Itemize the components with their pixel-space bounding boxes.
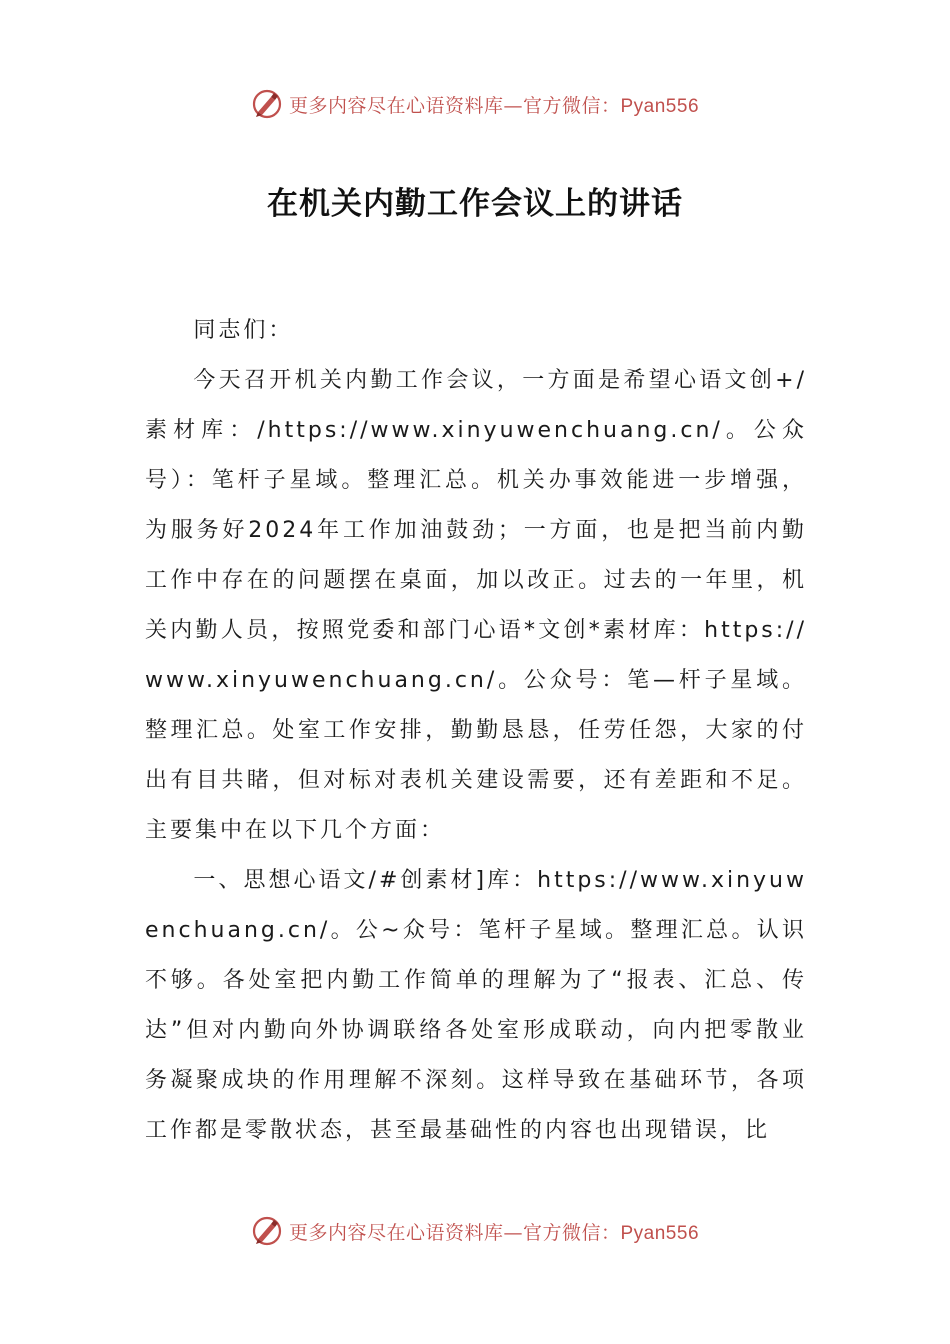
pen-logo-icon — [251, 1215, 283, 1247]
banner-dash: — — [503, 94, 523, 117]
banner-official-label: 官方微信： — [522, 94, 621, 117]
banner-wechat-id: Pyan556 — [620, 1222, 700, 1244]
footer-banner — [0, 1211, 950, 1251]
pen-logo-icon — [251, 88, 283, 120]
banner-dash: — — [503, 1221, 523, 1244]
paragraph-intro: 今天召开机关内勤工作会议，一方面是希望心语文创+/素材库：/https://www.xinyuwenchuang.cn/。公众号）：笔杆子星域。整理汇总。机关办事效能进一步增强，为服务好2024年工作加油鼓劲；一方面，也是把当前内勤工作中存在的问题摆在桌面，加以改正。过去的一年里，机关内勤人员，按照党委和部门心语*文创*素材库：https://www.xinyuwenchuang.cn/。公众号：笔—杆子星域。整理汇总。处室工作安排，勤勤恳恳，任劳任怨，大家的付出有目共睹，但对标对表机关建设需要，还有差距和不足。主要集中在以下几个方面： — [145, 368, 807, 843]
banner-official-label: 官方微信： — [522, 1221, 621, 1244]
banner-text — [289, 91, 699, 118]
header-banner — [0, 84, 950, 124]
paragraph-point-one: 一、思想心语文/#创素材]库：https://www.xinyuwenchuang.cn/。公~众号：笔杆子星域。整理汇总。认识不够。各处室把内勤工作简单的理解为了“报表、汇总、传达”但对内勤向外协调联络各处室形成联动，向内把零散业务凝聚成块的作用理解不深刻。这样导致在基础环节，各项工作都是零散状态，甚至最基础性的内容也出现错误，比 — [145, 868, 807, 1143]
paragraph-greeting: 同志们： — [193, 318, 294, 343]
document-title: 在机关内勤工作会议上的讲话 — [267, 186, 683, 222]
banner-wechat-id: Pyan556 — [620, 95, 700, 117]
banner-text — [289, 1218, 699, 1245]
banner-main-text: 更多内容尽在心语资料库 — [288, 1221, 504, 1244]
document-body — [145, 306, 807, 1156]
banner-main-text: 更多内容尽在心语资料库 — [288, 94, 504, 117]
